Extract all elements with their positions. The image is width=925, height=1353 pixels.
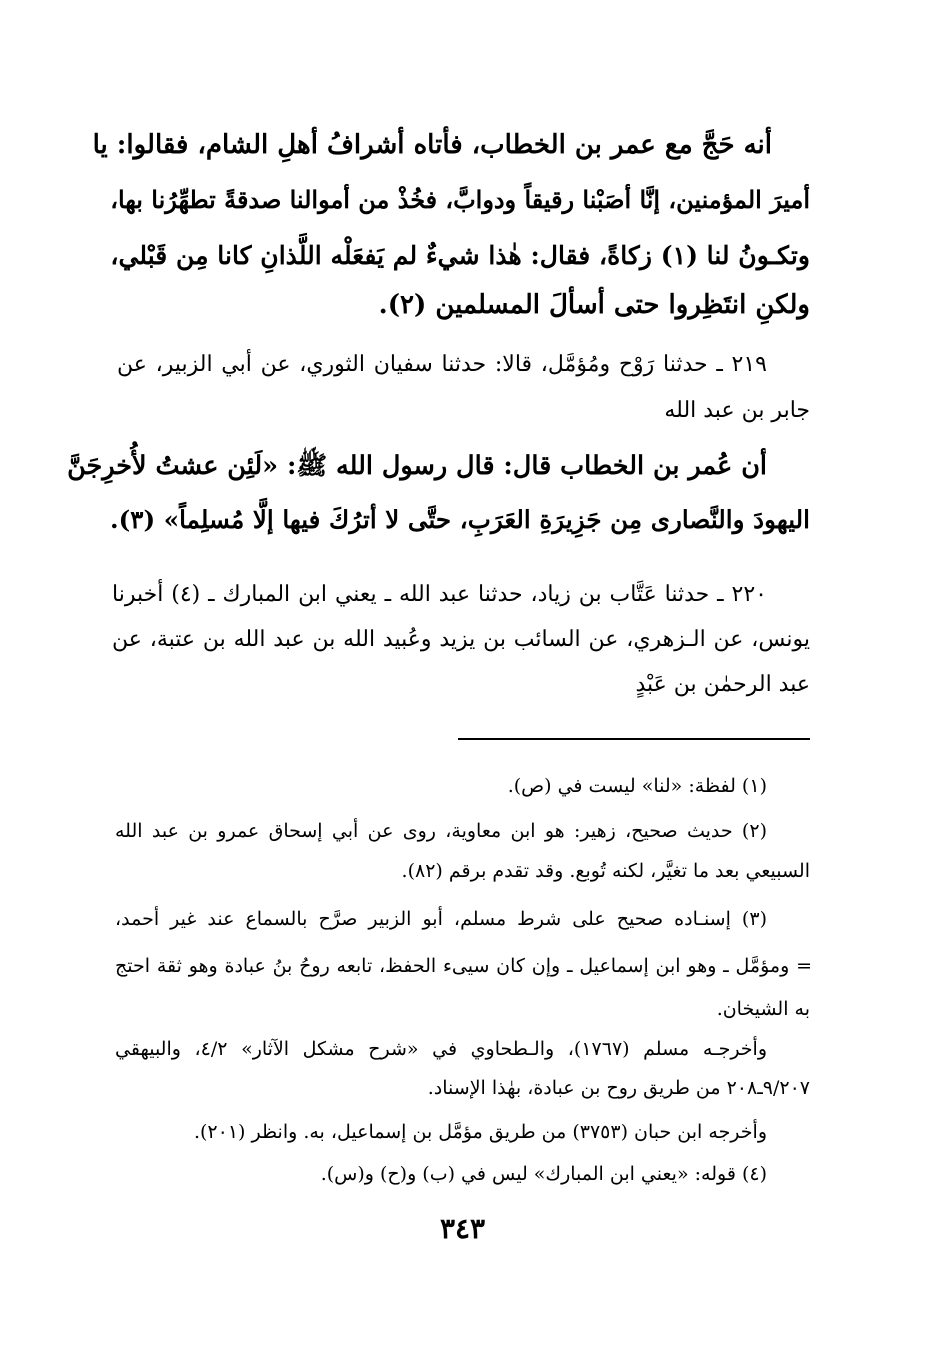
para1-line-1: أنه حَجَّ مع عمر بن الخطاب، فأتاه أشرافُ أهلِ الشام، فقالوا: يا [92,130,772,160]
footnote-2-line-2: السبيعي بعد ما تغيَّر، لكنه تُوبع. وقد تقدم برقم (٨٢). [401,860,810,882]
footnote-separator [458,738,810,740]
footnote-4: (٤) قوله: «يعني ابن المبارك» ليس في (ب) و(ح) و(س). [320,1163,767,1185]
para2-line-2: اليهودَ والنَّصارى مِن جَزِيرَةِ العَرَبِ، حتَّى لا أترُكَ فيها إلَّا مُسلِماً» (٣). [109,505,810,534]
footnote-3-line-3: به الشيخان. [716,998,810,1020]
hadith-220-line-3: عبد الرحمٰن بن عَبْدٍ [635,672,810,697]
footnote-3-cont-line-3: وأخرجه ابن حبان (٣٧٥٣) من طريق مؤمَّل بن إسماعيل، به. وانظر (٢٠١). [193,1121,767,1143]
footnote-1: (١) لفظة: «لنا» ليست في (ص). [507,775,767,797]
footnote-3-cont-line-2: ٩/٢٠٧ـ٢٠٨ من طريق روح بن عبادة، بهٰذا الإسناد. [427,1077,810,1099]
hadith-220-line-2: يونس، عن الـزهري، عن السائب بن يزيد وعُبيد الله بن عبد الله بن عتبة، عن [112,627,810,652]
hadith-220-line-1: ٢٢٠ ـ حدثنا عَتَّاب بن زياد، حدثنا عبد الله ـ يعني ابن المبارك ـ (٤) أخبرنا [112,582,767,607]
para1-line-2: أميرَ المؤمنين، إنَّا أصَبْنا رقيقاً ودوابَّ، فخُذْ من أموالنا صدقةً تطهِّرُنا بها، [110,186,810,214]
footnote-3-line-1: (٣) إسنـاده صحيح على شرط مسلم، أبو الزبير صرَّح بالسماع عند غير أحمد، [115,908,767,930]
para1-line-3: وتكـونُ لنا (١) زكاةً، فقال: هٰذا شيءٌ لم يَفعَلْه اللَّذانِ كانا مِن قَبْلي، [110,240,810,270]
hadith-219-line-2: جابر بن عبد الله [664,398,810,423]
footnote-2-line-1: (٢) حديث صحيح، زهير: هو ابن معاوية، روى عن أبي إسحاق عمرو بن عبد الله [115,820,767,842]
page-number: ٣٤٣ [439,1212,486,1245]
hadith-219-line-1: ٢١٩ ـ حدثنا رَوْح ومُؤمَّل، قالا: حدثنا سفيان الثوري، عن أبي الزبير، عن [117,352,767,377]
footnote-3-cont-line-1: وأخرجـه مسلم (١٧٦٧)، والـطحاوي في «شرح مشكل الآثار» ٤/٢، والبيهقي [115,1038,768,1060]
para2-line-1: أن عُمر بن الخطاب قال: قال رسول الله ﷺ: «لَئِن عشتُ لأُخرِجَنَّ [67,451,767,481]
footnote-3-line-2: = ومؤمَّل ـ وهو ابن إسماعيل ـ وإن كان سيىء الحفظ، تابعه روحُ بنُ عبادة وهو ثقة احتج [115,955,812,977]
para1-line-4: ولكنِ انتَظِروا حتى أسألَ المسلمين (٢). [378,290,810,320]
